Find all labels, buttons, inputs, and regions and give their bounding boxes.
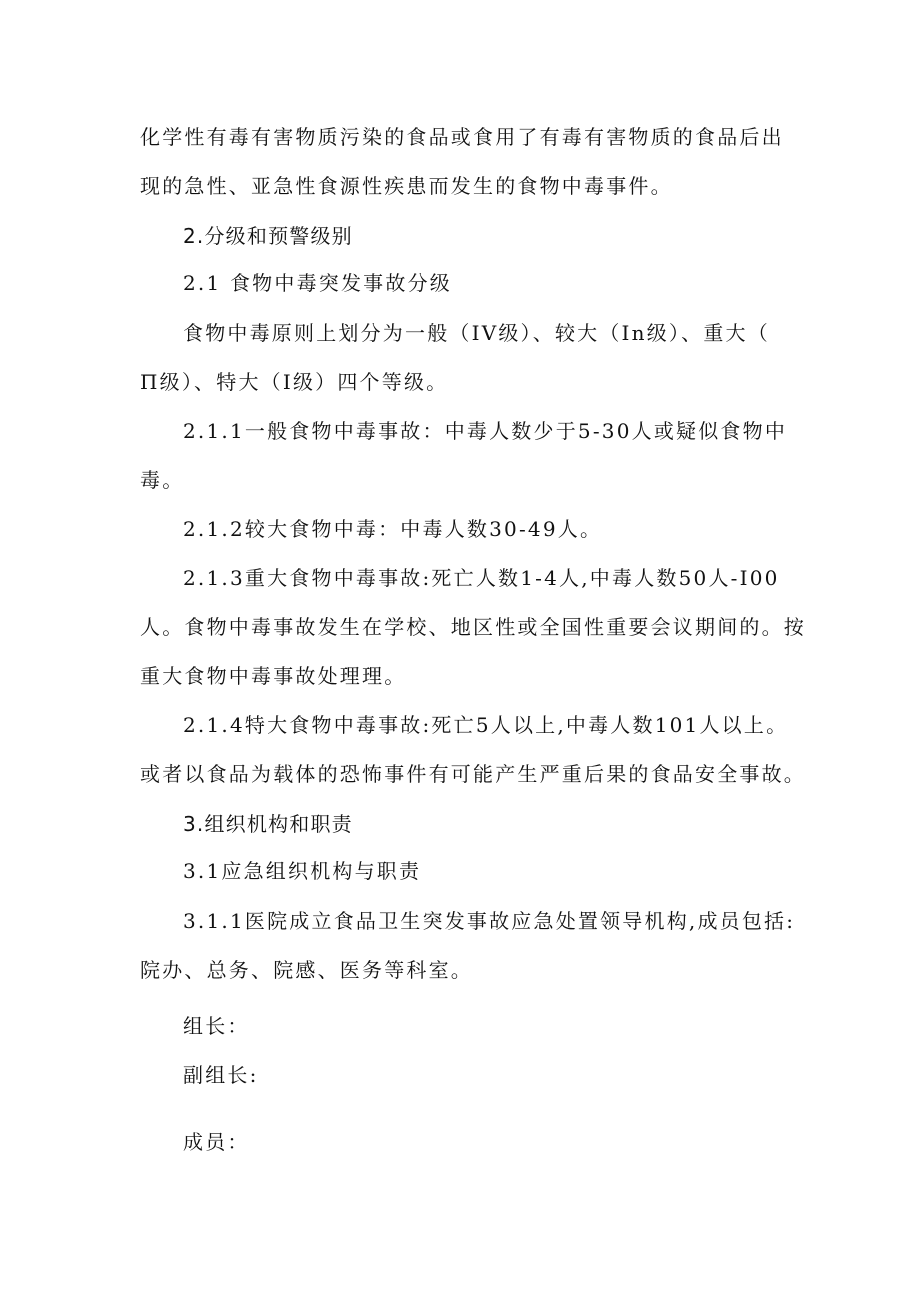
paragraph-line: 食物中毒原则上划分为一般（IV级）、较大（In级）、重大（ bbox=[183, 321, 770, 345]
item-2-1-4-line: 或者以食品为载体的恐怖事件有可能产生严重后果的食品安全事故。 bbox=[140, 762, 806, 786]
paragraph-continuation-line: 现的急性、亚急性食源性疾患而发生的食物中毒事件。 bbox=[140, 174, 673, 198]
deputy-leader-label: 副组长: bbox=[183, 1063, 259, 1087]
paragraph-line: Π级）、特大（I级）四个等级。 bbox=[140, 370, 449, 394]
subsection-heading-3-1: 3.1应急组织机构与职责 bbox=[183, 859, 422, 883]
section-heading-2: 2.分级和预警级别 bbox=[183, 224, 353, 248]
item-2-1-1-line: 2.1.1一般食物中毒事故：中毒人数少于5-30人或疑似食物中 bbox=[183, 419, 788, 443]
item-2-1-3-line: 人。食物中毒事故发生在学校、地区性或全国性重要会议期间的。按 bbox=[140, 615, 806, 639]
item-3-1-1-line: 3.1.1医院成立食品卫生突发事故应急处置领导机构,成员包括: bbox=[183, 909, 796, 933]
item-3-1-1-line: 院办、总务、院感、医务等科室。 bbox=[140, 958, 473, 982]
paragraph-continuation-line: 化学性有毒有害物质污染的食品或食用了有毒有害物质的食品后出 bbox=[140, 125, 784, 149]
section-heading-3: 3.组织机构和职责 bbox=[183, 812, 353, 836]
group-leader-label: 组长： bbox=[183, 1014, 250, 1038]
members-label: 成员： bbox=[183, 1130, 250, 1154]
item-2-1-3-line: 重大食物中毒事故处理理。 bbox=[140, 664, 407, 688]
item-2-1-2-line: 2.1.2较大食物中毒：中毒人数30-49人。 bbox=[183, 517, 603, 541]
item-2-1-3-line: 2.1.3重大食物中毒事故:死亡人数1-4人,中毒人数50人-I00 bbox=[183, 566, 780, 590]
item-2-1-4-line: 2.1.4特大食物中毒事故:死亡5人以上,中毒人数101人以上。 bbox=[183, 713, 789, 737]
subsection-heading-2-1: 2.1 食物中毒突发事故分级 bbox=[183, 271, 452, 295]
item-2-1-1-line: 毒。 bbox=[140, 468, 185, 492]
